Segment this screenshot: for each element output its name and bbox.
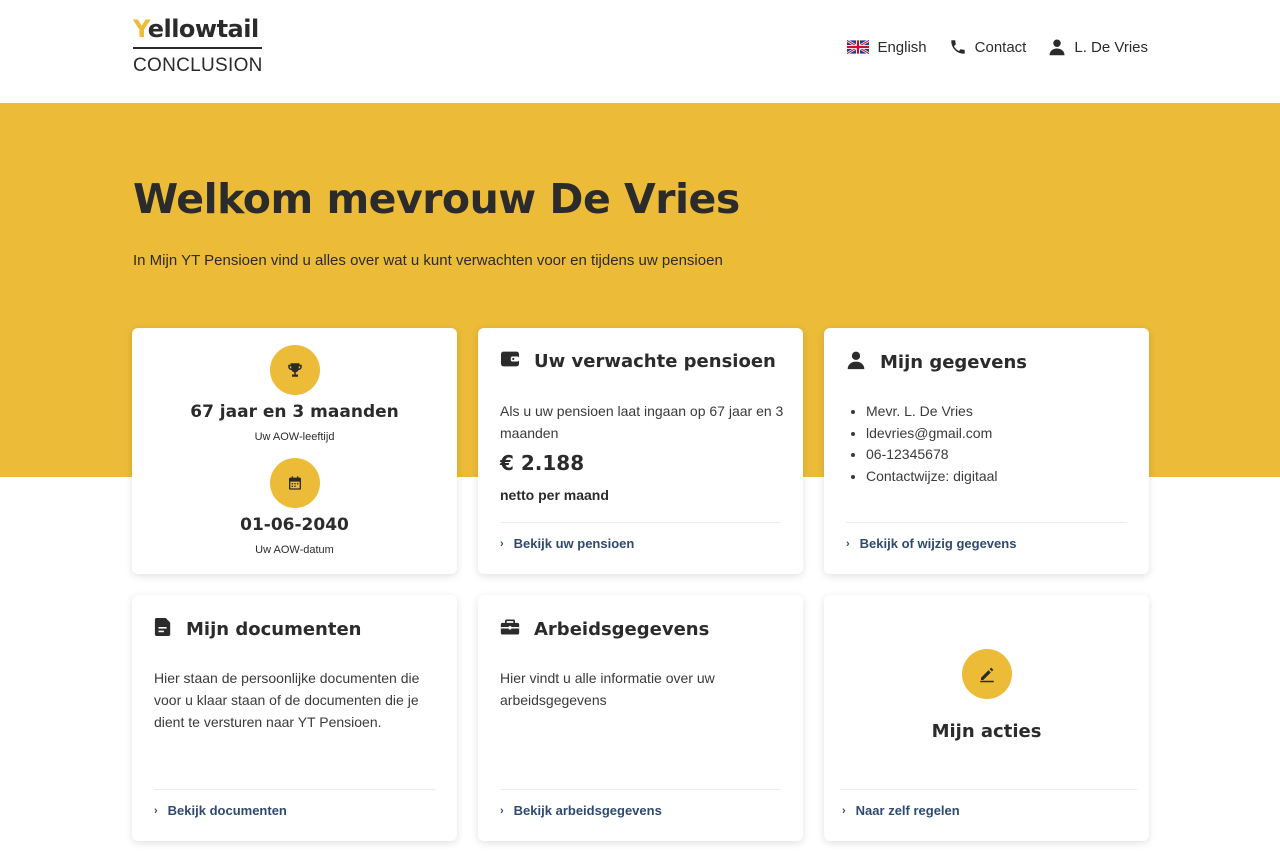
aow-age-value: 67 jaar en 3 maanden [190,402,399,422]
wallet-icon [500,350,520,373]
logo-subtitle: CONCLUSION [133,55,263,76]
edit-profile-link[interactable] [846,536,1016,551]
calendar-icon [270,458,320,508]
employment-card-header [500,617,709,642]
view-documents-link[interactable] [154,803,287,818]
divider [846,522,1127,523]
logo-divider [133,47,262,49]
view-employment-label: Bekijk arbeidsgegevens [513,803,662,818]
documents-card [132,595,457,841]
view-employment-link[interactable] [500,803,662,818]
divider [840,789,1137,790]
employment-description: Hier vindt u alle informatie over uw arbeidsgegevens [500,670,715,708]
aow-date-label: Uw AOW-datum [255,544,334,556]
profile-card-header [846,350,1027,375]
view-pension-link[interactable] [500,536,634,551]
edit-icon [962,649,1012,699]
profile-name: • Mevr. L. De Vries [866,401,998,423]
trophy-icon [270,345,320,395]
contact-label: Contact [974,38,1027,56]
documents-card-header [154,617,361,642]
language-label: English [877,38,927,56]
briefcase-icon [500,617,520,642]
chevron-right-icon: › [500,804,504,817]
chevron-right-icon: › [500,537,504,550]
view-documents-label: Bekijk documenten [167,803,287,818]
contact-link[interactable] [949,36,1027,58]
aow-age-label: Uw AOW-leeftijd [254,431,335,443]
employment-card-title: Arbeidsgegevens [534,619,710,640]
chevron-right-icon: › [842,804,846,817]
pension-period: netto per maand [500,487,609,503]
profile-card [824,328,1149,574]
page-subtitle: In Mijn YT Pensioen vind u alles over wat u kunt verwachten voor en tijdens uw pensioen [133,252,723,269]
header [0,0,1280,103]
uk-flag-icon [847,40,869,54]
document-icon [154,617,172,642]
page-title: Welkom mevrouw De Vries [133,175,740,223]
aow-date-value: 01-06-2040 [240,515,349,535]
user-icon [846,350,866,375]
user-name: L. De Vries [1074,38,1148,56]
divider [500,522,781,523]
profile-details-list [866,401,998,487]
language-switch[interactable] [847,36,926,58]
user-icon [1048,38,1066,56]
edit-profile-label: Bekijk of wijzig gegevens [859,536,1017,551]
self-service-link[interactable] [842,803,960,818]
view-pension-label: Bekijk uw pensioen [513,536,635,551]
profile-phone: • 06-12345678 [866,444,998,466]
logo[interactable] [133,14,263,77]
divider [154,789,435,790]
actions-card-title: Mijn acties [931,721,1042,742]
pension-card-title: Uw verwachte pensioen [534,351,776,372]
profile-card-title: Mijn gegevens [880,352,1027,373]
documents-description: Hier staan de persoonlijke documenten die voor u klaar staan of de documenten die je dient te versturen naar YT Pensioen. [154,670,420,730]
actions-card [824,595,1149,841]
pension-description: Als u uw pensioen laat ingaan op 67 jaar en 3 maanden [500,403,784,441]
logo-wordmark: Yellowtail [133,15,259,43]
chevron-right-icon: › [154,804,158,817]
pension-amount: € 2.188 [500,451,585,475]
employment-card [478,595,803,841]
top-nav [847,36,1148,58]
profile-email: • ldevries@gmail.com [866,423,998,445]
self-service-label: Naar zelf regelen [855,803,960,818]
pension-card [478,328,803,574]
phone-icon [949,38,967,56]
divider [500,789,781,790]
pension-card-header [500,350,776,373]
aow-card [132,328,457,574]
chevron-right-icon: › [846,537,850,550]
user-menu[interactable] [1048,36,1148,58]
profile-contact-method: • Contactwijze: digitaal [866,466,998,488]
documents-card-title: Mijn documenten [186,619,362,640]
